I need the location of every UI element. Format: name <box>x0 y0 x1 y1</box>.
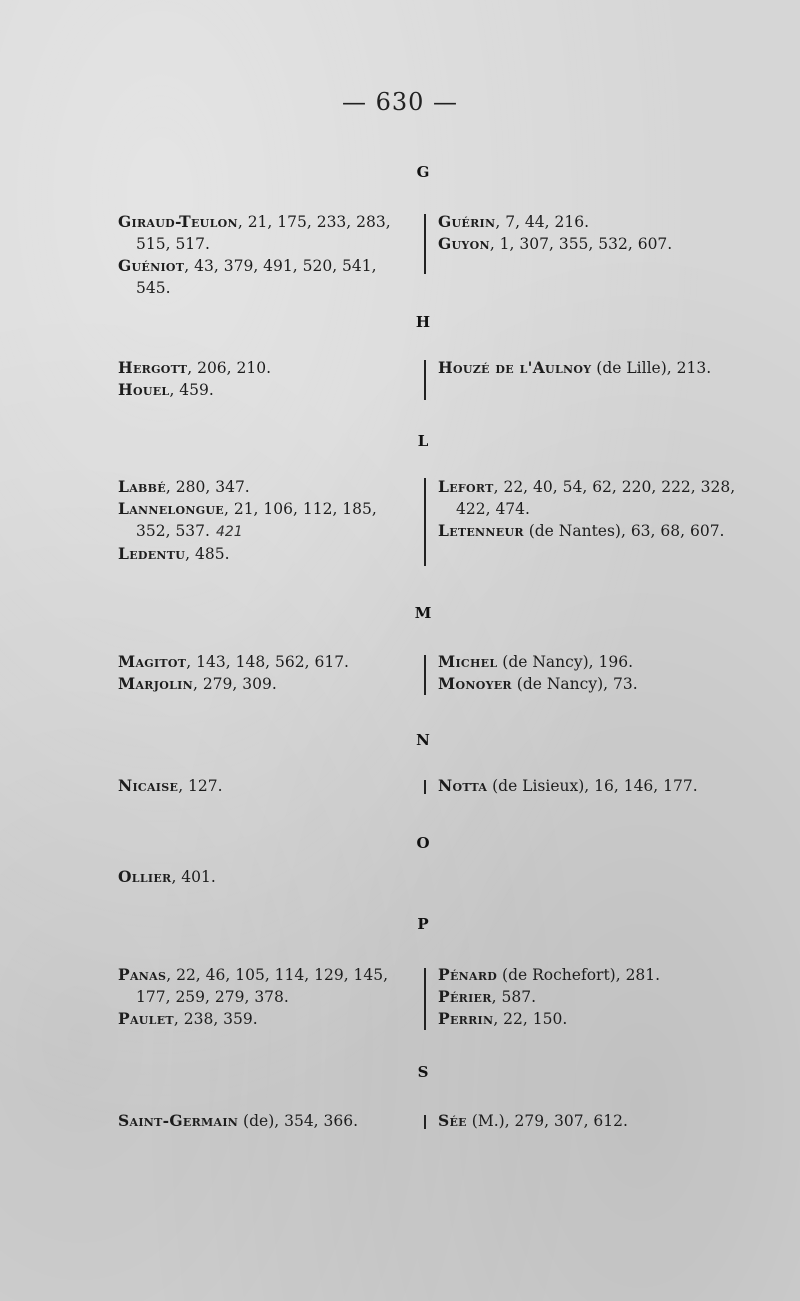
m-left-column <box>118 651 410 695</box>
entry-refs: , 401. <box>171 868 216 886</box>
index-entry <box>118 1008 410 1030</box>
entry-refs: , 143, 148, 562, 617. <box>186 653 349 671</box>
entry-refs: , 7, 44, 216. <box>495 213 590 231</box>
entry-refs: (de Rochefort), 281. <box>497 966 661 984</box>
index-entry <box>118 379 410 401</box>
entry-refs: (de), 354, 366. <box>238 1112 359 1130</box>
entry-name: Sée <box>438 1111 467 1130</box>
index-entry <box>438 986 738 1008</box>
entry-name: Houel <box>118 380 170 399</box>
entry-name: Nicaise <box>118 776 179 795</box>
entry-refs: (M.), 279, 307, 612. <box>466 1112 628 1130</box>
entry-name: Letenneur <box>438 521 524 540</box>
index-entry <box>438 520 738 542</box>
entry-refs: , 1, 307, 355, 532, 607. <box>489 235 673 253</box>
entry-refs: , 279, 309. <box>192 675 277 693</box>
index-entry <box>118 211 410 255</box>
index-entry <box>118 964 410 1008</box>
p-left-column <box>118 964 410 1030</box>
entry-name: Guéniot <box>118 256 185 275</box>
h-right-column <box>438 357 738 379</box>
column-divider <box>424 478 426 566</box>
section-letter-s: S <box>417 1063 429 1081</box>
index-entry <box>438 1110 738 1132</box>
column-divider <box>424 214 426 274</box>
section-letter-g: G <box>416 163 430 181</box>
index-entry <box>118 498 410 543</box>
section-letter-m: M <box>414 604 432 622</box>
entry-name: Guérin <box>438 212 496 231</box>
entry-refs: , 280, 347. <box>165 478 250 496</box>
l-right-column <box>438 476 741 542</box>
entry-refs: , 22, 40, 54, 62, 220, 222, 328, 422, 474. <box>456 478 741 518</box>
entry-name: Ollier <box>118 867 172 886</box>
index-entry <box>118 866 410 888</box>
index-entry <box>118 775 410 797</box>
entry-name: Michel <box>438 652 498 671</box>
entry-name: Houzé de l'Aulnoy <box>438 358 592 377</box>
entry-name: Marjolin <box>118 674 193 693</box>
entry-name: Labbé <box>118 477 166 496</box>
entry-refs: , 238, 359. <box>173 1010 258 1028</box>
section-letter-h: H <box>415 313 431 331</box>
column-divider <box>424 780 426 794</box>
l-left-column <box>118 476 410 565</box>
entry-name: Périer <box>438 987 492 1006</box>
column-divider <box>424 655 426 695</box>
entry-refs: (de Lille), 213. <box>591 359 712 377</box>
entry-refs: , 127. <box>178 777 223 795</box>
index-entry <box>118 651 410 673</box>
p-right-column <box>438 964 738 1030</box>
entry-name: Perrin <box>438 1009 494 1028</box>
column-divider <box>424 968 426 1030</box>
entry-name: Notta <box>438 776 488 795</box>
index-entry <box>438 211 738 233</box>
entry-refs: , 485. <box>185 545 230 563</box>
index-entry <box>438 1008 738 1030</box>
entry-refs: , 587. <box>491 988 537 1006</box>
m-right-column <box>438 651 738 695</box>
entry-refs: , 22, 150. <box>493 1010 568 1028</box>
entry-refs: , 459. <box>169 381 214 399</box>
entry-name: Guyon <box>438 234 490 253</box>
index-entry <box>438 775 738 797</box>
entry-name: Pénard <box>438 965 498 984</box>
entry-refs: , 21, 106, 112, 185, 352, 537. <box>136 500 382 540</box>
column-divider <box>424 360 426 400</box>
index-entry <box>118 476 410 498</box>
entry-refs: (de Lisieux), 16, 146, 177. <box>487 777 698 795</box>
column-divider <box>424 1115 426 1129</box>
index-entry <box>438 964 738 986</box>
entry-refs: , 21, 175, 233, 283, 515, 517. <box>136 213 396 253</box>
entry-refs: (de Nantes), 63, 68, 607. <box>523 522 725 540</box>
entry-name: Giraud-Teulon <box>118 212 238 231</box>
entry-refs: , 22, 46, 105, 114, 129, 145, 177, 259, 279, 378. <box>136 966 394 1006</box>
index-entry <box>438 233 738 255</box>
entry-refs: , 206, 210. <box>187 359 272 377</box>
handwritten-note: 421 <box>215 524 243 540</box>
entry-name: Ledentu <box>118 544 186 563</box>
entry-name: Hergott <box>118 358 188 377</box>
n-right-column <box>438 775 738 797</box>
entry-name: Lannelongue <box>118 499 224 518</box>
index-entry <box>438 673 738 695</box>
index-entry <box>118 1110 410 1132</box>
g-right-column <box>438 211 738 255</box>
index-entry <box>438 476 741 520</box>
g-left-column <box>118 211 410 299</box>
page-number: — 630 — <box>341 88 459 116</box>
section-letter-n: N <box>416 731 430 749</box>
entry-name: Paulet <box>118 1009 174 1028</box>
s-left-column <box>118 1110 410 1132</box>
entry-name: Saint-Germain <box>118 1111 239 1130</box>
index-entry <box>118 673 410 695</box>
section-letter-o: O <box>416 834 430 852</box>
section-letter-l: L <box>417 432 429 450</box>
index-entry <box>118 357 410 379</box>
s-right-column <box>438 1110 738 1132</box>
index-entry <box>118 543 410 565</box>
entry-refs: (de Nancy), 73. <box>511 675 638 693</box>
index-entry <box>118 255 410 299</box>
h-left-column <box>118 357 410 401</box>
entry-refs: (de Nancy), 196. <box>497 653 634 671</box>
entry-name: Magitot <box>118 652 187 671</box>
index-entry <box>438 357 738 379</box>
entry-name: Monoyer <box>438 674 512 693</box>
entry-refs: , 43, 379, 491, 520, 541, 545. <box>136 257 382 297</box>
o-left-column <box>118 866 410 888</box>
section-letter-p: P <box>417 915 429 933</box>
entry-name: Panas <box>118 965 167 984</box>
n-left-column <box>118 775 410 797</box>
index-entry <box>438 651 738 673</box>
entry-name: Lefort <box>438 477 494 496</box>
